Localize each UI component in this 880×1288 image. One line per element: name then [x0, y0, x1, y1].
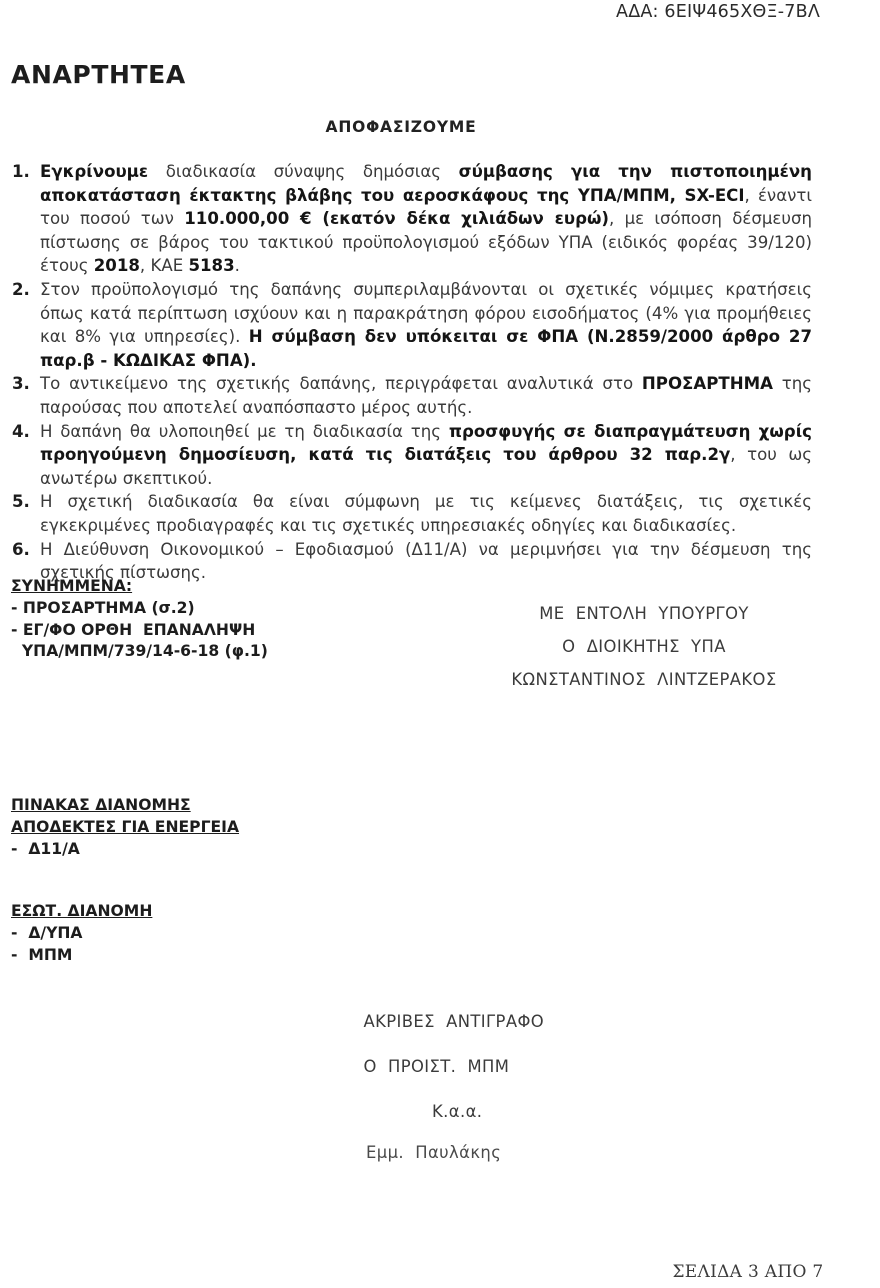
- signature-block: [466, 604, 822, 689]
- certified-copy-delegation: Κ.α.α.: [432, 1102, 483, 1122]
- clause-number: 6.: [12, 539, 30, 559]
- publication-marker: ΑΝΑΡΤΗΤΕΑ: [11, 60, 186, 89]
- clause-number: 2.: [12, 279, 30, 299]
- page-number-label: ΣΕΛΙΔΑ 3 ΑΠΟ 7: [672, 1262, 824, 1282]
- signature-name: ΚΩΝΣΤΑΝΤΙΝΟΣ ΛΙΝΤΖΕΡΑΚΟΣ: [511, 670, 777, 689]
- page-footer: [0, 1262, 880, 1282]
- clause-item: [0, 490, 880, 537]
- internal-distribution-item: - Δ/ΥΠΑ: [11, 923, 83, 942]
- decision-heading-text: ΑΠΟΦΑΣΙΖΟΥΜΕ: [325, 118, 477, 136]
- clause-item: [0, 160, 880, 278]
- clause-text: Το αντικείμενο της σχετικής δαπάνης, περιγράφεται αναλυτικά στο ΠΡΟΣΑΡΤΗΜΑ της παρούσας που αποτελεί αναπόσπαστο μέρος αυτής.: [40, 374, 812, 417]
- clause-item: [0, 372, 880, 419]
- distribution-recipients-title: ΑΠΟΔΕΚΤΕΣ ΓΙΑ ΕΝΕΡΓΕΙΑ: [11, 817, 240, 836]
- ada-reference-number: ΑΔΑ: 6ΕΙΨ465ΧΘΞ-7ΒΛ: [616, 2, 820, 22]
- clause-item: [0, 278, 880, 372]
- clause-number: 1.: [12, 162, 30, 181]
- certified-copy-label: ΑΚΡΙΒΕΣ ΑΝΤΙΓΡΑΦΟ: [363, 1012, 545, 1032]
- internal-distribution-item: - ΜΠΜ: [11, 945, 73, 964]
- attachments-section: [11, 576, 431, 663]
- clause-number: 3.: [12, 374, 30, 394]
- distribution-item: - Δ11/Α: [11, 839, 80, 858]
- internal-distribution-section: [11, 901, 441, 966]
- clause-item: [0, 420, 880, 491]
- signature-authority: ΜΕ ΕΝΤΟΛΗ ΥΠΟΥΡΓΟΥ: [539, 604, 749, 623]
- clause-text: Εγκρίνουμε διαδικασία σύναψης δημόσιας σύμβασης για την πιστοποιημένη αποκατάσταση έκτακτης βλάβης του αεροσκάφους της ΥΠΑ/ΜΠΜ, SX-ECI, έναντι του ποσού των 110.000,00 € (εκατόν δέκα χιλιάδων ευρώ), με ισόποση δέσμευση πίστωσης σε βάρος του τακτικού προϋπολογισμού εξόδων ΥΠΑ (ειδικός φορέας 39/120) έτους 2018, ΚΑΕ 5183.: [40, 162, 813, 276]
- signature-title: Ο ΔΙΟΙΚΗΤΗΣ ΥΠΑ: [562, 637, 726, 656]
- distribution-table-title: ΠΙΝΑΚΑΣ ΔΙΑΝΟΜΗΣ: [11, 796, 191, 814]
- certified-copy-signer-name: Εμμ. Παυλάκης: [366, 1143, 502, 1162]
- attachments-title: ΣΥΝΗΜΜΕΝΑ:: [11, 577, 133, 595]
- distribution-table-section: [11, 795, 441, 860]
- decision-heading: [0, 118, 880, 136]
- internal-distribution-title: ΕΣΩΤ. ΔΙΑΝΟΜΗ: [11, 902, 153, 920]
- clause-text: Η Διεύθυνση Οικονομικού – Εφοδιασμού (Δ11/Α) να μεριμνήσει για την δέσμευση της σχετικής πίστωσης.: [40, 539, 812, 583]
- certified-copy-block: [341, 989, 544, 1168]
- clause-text: Η δαπάνη θα υλοποιηθεί με τη διαδικασία της προσφυγής σε διαπραγμάτευση χωρίς προηγούμενη δημοσίευση, κατά τις διατάξεις του άρθρου 32 παρ.2γ, του ως ανωτέρω σκεπτικού.: [40, 421, 813, 488]
- certified-copy-officer-title: Ο ΠΡΟΙΣΤ. ΜΠΜ: [363, 1057, 510, 1077]
- clause-list: [0, 160, 880, 585]
- clause-text: Η σχετική διαδικασία θα είναι σύμφωνη με τις κείμενες διατάξεις, τις σχετικές εγκεκριμένες προδιαγραφές και τις σχετικές υπηρεσιακές οδηγίες και διαδικασίες.: [40, 492, 812, 535]
- attachment-item: - ΠΡΟΣΑΡΤΗΜΑ (σ.2): [11, 598, 195, 617]
- attachment-item: ΥΠΑ/ΜΠΜ/739/14-6-18 (φ.1): [11, 642, 268, 661]
- clause-text: Στον προϋπολογισμό της δαπάνης συμπεριλαμβάνονται οι σχετικές νόμιμες κρατήσεις όπως κατά περίπτωση ισχύουν και η παρακράτηση φόρου εισοδήματος (4% για προμήθειες και 8% για υπηρεσίες). Η σύμβαση δεν υπόκειται σε ΦΠΑ (Ν.2859/2000 άρθρο 27 παρ.β - ΚΩΔΙΚΑΣ ΦΠΑ).: [40, 279, 812, 370]
- attachment-item: - ΕΓ/ΦΟ ΟΡΘΗ ΕΠΑΝΑΛΗΨΗ: [11, 620, 256, 639]
- clause-number: 5.: [12, 492, 30, 512]
- clause-number: 4.: [12, 421, 30, 441]
